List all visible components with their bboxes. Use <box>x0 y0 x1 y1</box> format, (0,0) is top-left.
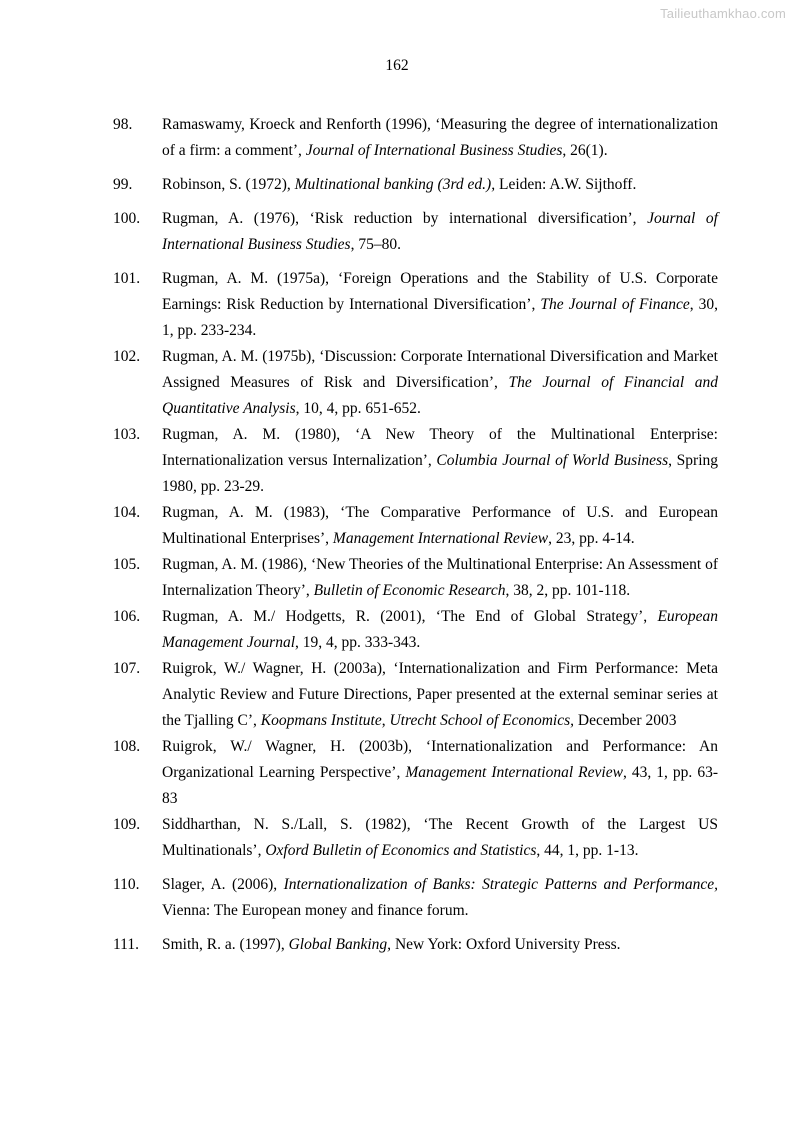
reference-text <box>162 734 718 812</box>
reference-segment: Rugman, A. M. (1986), ‘New Theories of the Multinational Enterprise: An Assessment of Internalization Theory’, <box>162 556 718 599</box>
reference-text <box>162 206 718 258</box>
reference-segment: Rugman, A. M. (1975a), ‘Foreign Operations and the Stability of U.S. Corporate Earnings: Risk Reduction by International Diversification’, <box>162 270 718 313</box>
reference-italic-segment: Columbia Journal of World Business <box>436 452 669 469</box>
reference-italic-segment: Internationalization of Banks: Strategic Patterns and Performance, <box>283 876 718 893</box>
reference-segment: Rugman, A. M./ Hodgetts, R. (2001), ‘The End of Global Strategy’, <box>162 608 658 625</box>
reference-number: 106. <box>113 608 141 625</box>
reference-segment: Ramaswamy, Kroeck and Renforth (1996), ‘Measuring the degree of internationalization of a firm: a comment’, <box>162 116 718 159</box>
reference-segment: Rugman, A. M. (1980), ‘A New Theory of the Multinational Enterprise: Internationalization versus Internalization’, <box>162 426 718 469</box>
reference-item <box>0 500 794 552</box>
reference-number: 105. <box>113 556 141 573</box>
reference-text <box>162 552 718 604</box>
reference-list <box>0 112 794 958</box>
reference-item <box>0 172 794 198</box>
reference-text <box>162 344 718 422</box>
page-number: 162 <box>385 57 409 74</box>
reference-item <box>0 932 794 958</box>
reference-segment: Ruigrok, W./ Wagner, H. (2003b), ‘Internationalization and Performance: An Organizational Learning Perspective’, <box>162 738 718 781</box>
reference-segment: Rugman, A. (1976), ‘Risk reduction by international diversification’, <box>162 210 648 227</box>
reference-text <box>162 422 718 500</box>
reference-segment: , 23, pp. 4-14. <box>548 530 635 547</box>
reference-item <box>0 344 794 422</box>
reference-text <box>162 172 718 198</box>
reference-segment: Robinson, S. (1972), <box>162 176 295 193</box>
reference-item <box>0 112 794 164</box>
reference-segment: Rugman, A. M. (1983), ‘The Comparative Performance of U.S. and European Multinational Enterprises’, <box>162 504 718 547</box>
reference-text <box>162 604 718 656</box>
reference-text <box>162 656 718 734</box>
reference-italic-segment: The Journal of Finance <box>540 296 690 313</box>
reference-italic-segment: The Journal of Financial and Quantitative Analysis <box>162 374 718 417</box>
reference-segment: , 10, 4, pp. 651-652. <box>295 400 421 417</box>
reference-item <box>0 604 794 656</box>
reference-segment: , 26(1). <box>562 142 608 159</box>
reference-segment: Vienna: The European money and finance forum. <box>162 902 469 919</box>
reference-italic-segment: Utrecht School of Economics, <box>389 712 575 729</box>
reference-segment: , 38, 2, pp. 101-118. <box>505 582 631 599</box>
reference-segment: New York: Oxford University Press. <box>391 936 621 953</box>
reference-number: 99. <box>113 176 133 193</box>
reference-number: 98. <box>113 116 133 133</box>
reference-segment: December 2003 <box>574 712 677 729</box>
reference-segment: Leiden: A.W. Sijthoff. <box>495 176 637 193</box>
reference-italic-segment: Koopmans Institute <box>260 712 382 729</box>
reference-italic-segment: Global Banking, <box>288 936 392 953</box>
reference-segment: Rugman, A. M. (1975b), ‘Discussion: Corporate International Diversification and Market Assigned Measures of Risk and Diversification’, <box>162 348 718 391</box>
reference-item <box>0 812 794 864</box>
reference-segment: Slager, A. (2006), <box>162 876 284 893</box>
reference-italic-segment: Oxford Bulletin of Economics and Statistics <box>265 842 537 859</box>
reference-segment: Ruigrok, W./ Wagner, H. (2003a), ‘Internationalization and Firm Performance: Meta Analytic Review and Future Directions, Paper presented at the external seminar series at the Tjalling C’, <box>162 660 718 729</box>
reference-italic-segment: Management International Review <box>405 764 623 781</box>
reference-number: 101. <box>113 270 141 287</box>
reference-segment: , 44, 1, pp. 1-13. <box>536 842 639 859</box>
reference-italic-segment: Multinational banking (3rd ed.), <box>294 176 496 193</box>
reference-text <box>162 266 718 344</box>
reference-number: 107. <box>113 660 141 677</box>
reference-segment: , 19, 4, pp. 333-343. <box>295 634 421 651</box>
reference-text <box>162 812 718 864</box>
reference-item <box>0 552 794 604</box>
reference-number: 109. <box>113 816 141 833</box>
reference-segment: , 75–80. <box>350 236 401 253</box>
reference-number: 102. <box>113 348 141 365</box>
reference-number: 100. <box>113 210 141 227</box>
reference-italic-segment: Journal of International Business Studies <box>162 210 718 253</box>
reference-text <box>162 932 718 958</box>
reference-italic-segment: Management International Review <box>332 530 549 547</box>
reference-italic-segment: European Management Journal <box>162 608 718 651</box>
reference-segment: , <box>381 712 390 729</box>
reference-italic-segment: Bulletin of Economic Research <box>313 582 506 599</box>
reference-segment: , 30, 1, pp. 233-234. <box>162 296 719 339</box>
reference-number: 111. <box>113 936 139 953</box>
reference-italic-segment: Journal of International Business Studies <box>305 142 563 159</box>
reference-item <box>0 266 794 344</box>
reference-segment: Siddharthan, N. S./Lall, S. (1982), ‘The Recent Growth of the Largest US Multinationals’, <box>162 816 718 859</box>
reference-item <box>0 872 794 924</box>
reference-segment: Smith, R. a. (1997), <box>162 936 289 953</box>
reference-item <box>0 656 794 734</box>
reference-text <box>162 112 718 164</box>
reference-text <box>162 872 718 924</box>
reference-number: 103. <box>113 426 141 443</box>
reference-number: 110. <box>113 876 140 893</box>
watermark-text: Tailieuthamkhao.com <box>660 6 786 21</box>
reference-text <box>162 500 718 552</box>
reference-item <box>0 734 794 812</box>
reference-segment: , 43, 1, pp. 63-83 <box>162 764 719 807</box>
reference-number: 108. <box>113 738 141 755</box>
reference-item <box>0 422 794 500</box>
reference-segment: , Spring 1980, pp. 23-29. <box>162 452 718 495</box>
reference-item <box>0 206 794 258</box>
reference-number: 104. <box>113 504 141 521</box>
